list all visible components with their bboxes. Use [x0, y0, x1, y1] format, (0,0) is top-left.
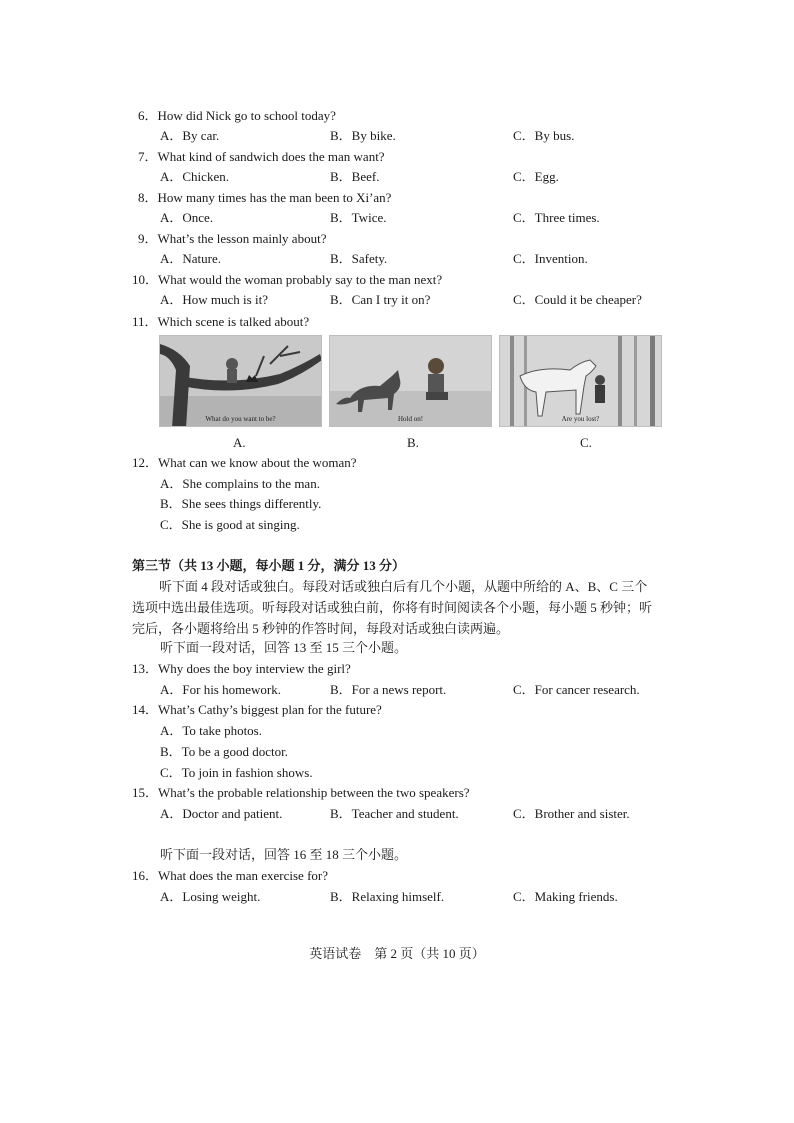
picture-a: [159, 335, 322, 427]
question-7: 7．What kind of sandwich does the man want?: [138, 149, 385, 164]
question-13: 13．Why does the boy interview the girl?: [132, 661, 351, 676]
q10-option-c: C．Could it be cheaper?: [513, 292, 642, 307]
q9-option-b: B．Safety.: [330, 251, 388, 266]
question-12: 12．What can we know about the woman?: [132, 455, 357, 470]
q10-option-b: B．Can I try it on?: [330, 292, 431, 307]
picture-a-label: A.: [233, 435, 246, 450]
q8-option-a: A．Once.: [160, 210, 214, 225]
dialog-1-instruction: 听下面一段对话，回答 13 至 15 三个小题。: [160, 640, 408, 655]
fox-scene-illustration: [330, 336, 492, 427]
tree-scene-illustration: [160, 336, 322, 427]
question-16: 16．What does the man exercise for?: [132, 868, 329, 883]
question-15: 15．What’s the probable relationship between the two speakers?: [132, 785, 470, 800]
q6-option-c: C．By bus.: [513, 128, 575, 143]
q6-option-b: B．By bike.: [330, 128, 396, 143]
q14-option-a: A．To take photos.: [160, 723, 262, 738]
question-14: 14．What’s Cathy’s biggest plan for the future?: [132, 702, 382, 717]
q10-option-a: A．How much is it?: [160, 292, 268, 307]
question-9: 9．What’s the lesson mainly about?: [138, 231, 327, 246]
section-3-instructions: 听下面 4 段对话或独白。每段对话或独白后有几个小题，从题中所给的 A、B、C 三个选项中选出最佳选项。听每段对话或独白前，你将有时间阅读各个小题，每小题 5 秒钟；听完后，各小题将给出 5 秒钟的作答时间，每段对话或独白读两遍。: [132, 579, 653, 636]
q16-option-a: A．Losing weight.: [160, 889, 261, 904]
picture-b-caption: Hold on!: [397, 415, 424, 423]
q7-option-a: A．Chicken.: [160, 169, 229, 184]
q16-option-c: C．Making friends.: [513, 889, 618, 904]
q12-option-c: C．She is good at singing.: [160, 517, 300, 532]
page-footer: 英语试卷 第 2 页（共 10 页）: [309, 946, 485, 961]
section-3-title: 第三节（共 13 小题，每小题 1 分，满分 13 分）: [132, 558, 406, 573]
picture-b-label: B.: [407, 435, 419, 450]
picture-a-caption: What do you want to be?: [205, 415, 276, 423]
q12-option-b: B．She sees things differently.: [160, 496, 322, 511]
q16-option-b: B．Relaxing himself.: [330, 889, 445, 904]
horse-scene-illustration: [500, 336, 662, 427]
q9-option-a: A．Nature.: [160, 251, 222, 266]
question-10: 10．What would the woman probably say to the man next?: [132, 272, 443, 287]
q12-option-a: A．She complains to the man.: [160, 476, 320, 491]
q8-option-c: C．Three times.: [513, 210, 600, 225]
q7-option-c: C．Egg.: [513, 169, 559, 184]
dialog-2-instruction: 听下面一段对话，回答 16 至 18 三个小题。: [160, 847, 408, 862]
question-11: 11．Which scene is talked about?: [132, 314, 310, 329]
q7-option-b: B．Beef.: [330, 169, 380, 184]
q8-option-b: B．Twice.: [330, 210, 387, 225]
q9-option-c: C．Invention.: [513, 251, 588, 266]
picture-c-caption: Are you lost?: [561, 415, 600, 423]
q15-option-b: B．Teacher and student.: [330, 806, 459, 821]
q14-option-b: B．To be a good doctor.: [160, 744, 288, 759]
question-8: 8．How many times has the man been to Xi’an?: [138, 190, 392, 205]
q13-option-b: B．For a news report.: [330, 682, 447, 697]
question-6: 6．How did Nick go to school today?: [138, 108, 336, 123]
picture-c: [499, 335, 662, 427]
q6-option-a: A．By car.: [160, 128, 220, 143]
q15-option-c: C．Brother and sister.: [513, 806, 630, 821]
picture-c-label: C.: [580, 435, 592, 450]
q15-option-a: A．Doctor and patient.: [160, 806, 283, 821]
q14-option-c: C．To join in fashion shows.: [160, 765, 313, 780]
picture-b: [329, 335, 492, 427]
q13-option-c: C．For cancer research.: [513, 682, 640, 697]
q13-option-a: A．For his homework.: [160, 682, 281, 697]
